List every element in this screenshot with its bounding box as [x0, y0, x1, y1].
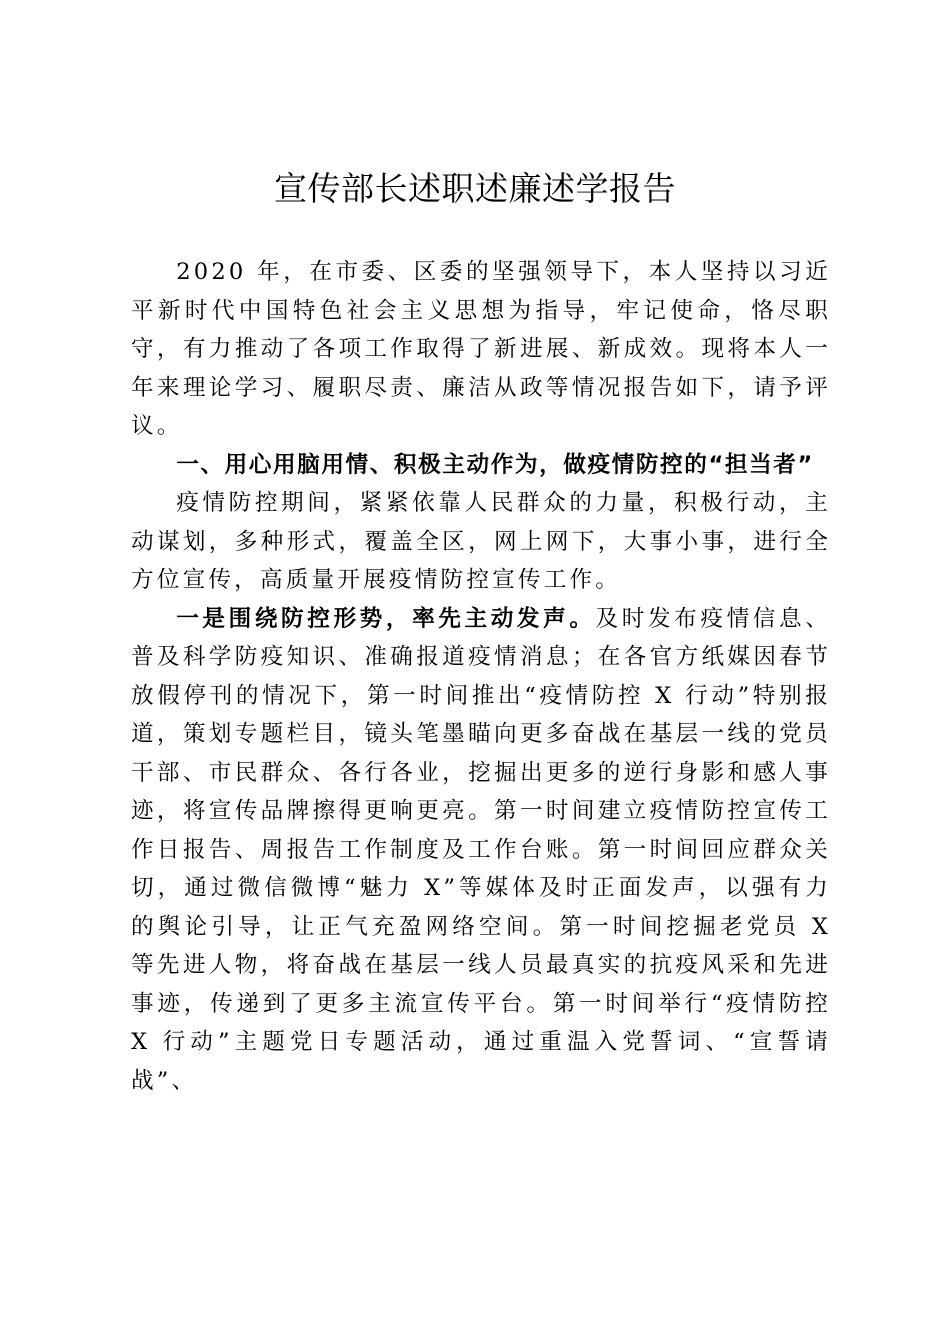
section-heading-1: 一、用心用脑用情、积极主动作为，做疫情防控的“担当者” [176, 451, 814, 478]
document-body [131, 253, 831, 1100]
point-1-paragraph [131, 600, 831, 1101]
section-1-paragraph: 疫情防控期间，紧紧依靠人民群众的力量，积极行动，主动谋划，多种形式，覆盖全区，网上网下，大事小事，进行全方位宣传，高质量开展疫情防控宣传工作。 [131, 490, 831, 593]
point-1-lead: 一是围绕防控形势，率先主动发声。 [176, 605, 596, 632]
document-title: 宣传部长述职述廉述学报告 [274, 169, 676, 208]
point-1-text: 及时发布疫情信息、普及科学防疫知识、准确报道疫情消息；在各官方纸媒因春节放假停刊的情况下，第一时间推出“疫情防控 X 行动”特别报道，策划专题栏目，镜头笔墨瞄向更多奋战在基层一线的党员干部、市民群众、各行各业，挖掘出更多的逆行身影和感人事迹，将宣传品牌擦得更响更亮。第一时间建立疫情防控宣传工作日报告、周报告工作制度及工作台账。第一时间回应群众关切，通过微信微博“魅力 X”等媒体及时正面发声，以强有力的舆论引导，让正气充盈网络空间。第一时间挖掘老党员 X 等先进人物，将奋战在基层一线人员最真实的抗疫风采和先进事迹，传递到了更多主流宣传平台。第一时间举行“疫情防控 X 行动”主题党日专题活动，通过重温入党誓词、“宣誓请战”、 [131, 605, 831, 1094]
intro-paragraph: 2020 年，在市委、区委的坚强领导下，本人坚持以习近平新时代中国特色社会主义思想为指导，牢记使命，恪尽职守，有力推动了各项工作取得了新进展、新成效。现将本人一年来理论学习、履职尽责、廉洁从政等情况报告如下，请予评议。 [131, 259, 831, 439]
